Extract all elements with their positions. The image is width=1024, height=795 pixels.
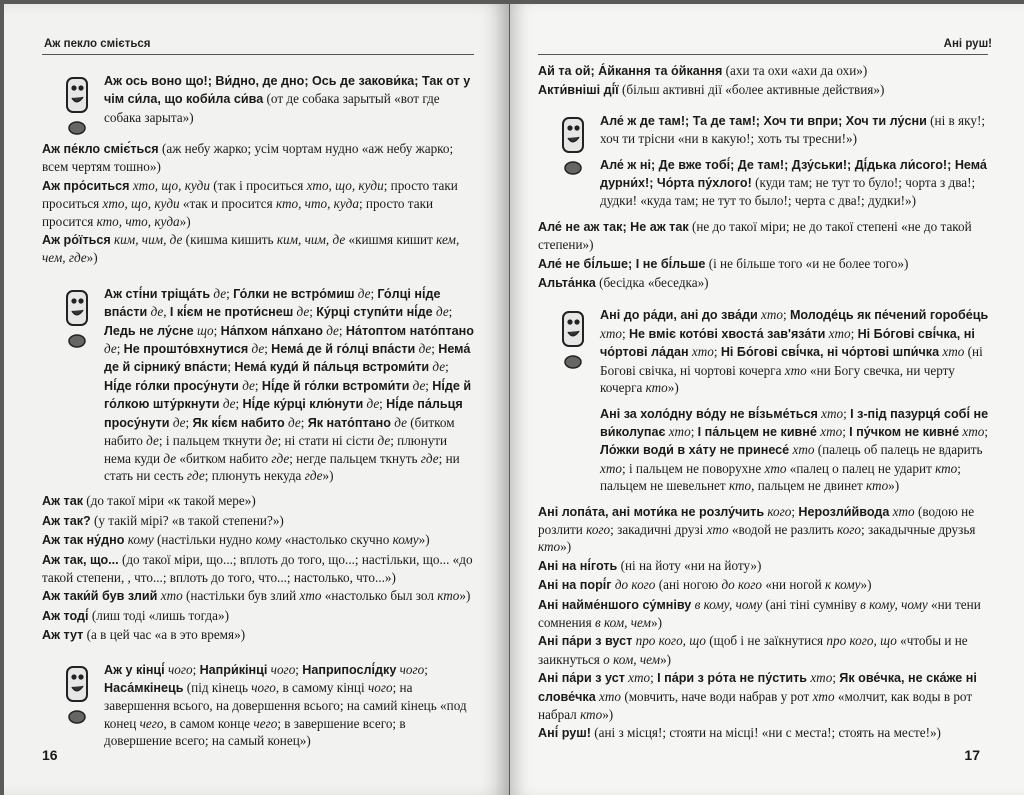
boxed-entry	[42, 72, 476, 132]
entry-text: Аж ро́їться ким, чим, де (кишма кишить ким, чим, де «кишмя кишит кем, чем, где»)	[42, 232, 460, 266]
header-rule	[538, 54, 988, 55]
entry-text: Ані́ руш! (ані з місця!; стояти на місці! «ни с места!; стоять на месте!»)	[538, 725, 941, 741]
entry-text: Аж так, що... (до такої міри, що...; вплоть до того, що...; настільки, що... «до такой степени, , что...; вплоть до того, что...; настолько, что...»)	[42, 551, 473, 585]
entry-text: Акти́вніші ді́ї (більш активні дії «более активные действия»)	[538, 82, 885, 98]
page-number: 16	[42, 747, 58, 763]
mascot-icon	[64, 289, 90, 349]
mascot-icon	[64, 76, 90, 136]
entry-text: Аж ось воно що!; Ви́дно, де дно; Ось де закови́ка; Так от у чім си́ла, що коби́ла си́ва (от де собака зарытый «вот где собака зарыта»)	[104, 74, 471, 125]
entry-text: Але́ не бі́льше; І не бі́льше (і не більше того «и не более того»)	[538, 255, 909, 271]
entry-text: Ані за холо́дну во́ду не ві́зьме́ться хто; І з-під пазурця́ собі́ не ви́колупає хто; І па́льцем не кивне́ хто; І пу́чком не кивне́ хто; Ло́жки води́ в ха́ту не принесе́ хто (палець об палець не вдарить хто; і пальцем не поворухне хто «палец о палец не ударит кто; пальцем не шевельнет кто, пальцем не двинет кто»)	[600, 405, 989, 494]
header-rule	[42, 54, 474, 55]
entry-text: Аж так (до такої міри «к такой мере»)	[42, 493, 256, 509]
left-content	[42, 62, 476, 758]
entry-text: Але́ ж ні; Де вже тобі́; Де там!; Дзу́ськи!; Ді́дька ли́сого!; Нема́ дурни́х!; Чо́рта пу́хлого! (куди там; не тут то було!; чорта з два!; дудки! «куда там; не тут то было!; черта с два!; дудки!»)	[600, 157, 987, 209]
entry-text: Аж пе́кло сміє́ться (аж небу жарко; усім чортам нудно «аж небу жарко; всем чертям тошно»)	[42, 141, 454, 175]
boxed-entry	[538, 306, 993, 494]
right-page	[510, 4, 1024, 795]
entry-text: Ані па́ри з вуст про кого, що (щоб і не заїкнутися про кого, що «чтобы и не заикнуться о ком, чем»)	[538, 633, 968, 667]
entry-text: Ані найме́ншого су́мніву в кому, чому (ані тіні сумніву в кому, чому «ни тени сомнения в ком, чем»)	[538, 596, 981, 630]
entry-text: Але́ ж де там!; Та де там!; Хоч ти впри; Хоч ти лу́сни (ні в яку!; хоч ти трісни «ни в какую!; хоть ты тресни!»)	[600, 112, 985, 147]
running-head: Аж пекло сміється	[44, 38, 151, 50]
boxed-entry	[42, 285, 476, 484]
mascot-icon	[560, 310, 586, 370]
entry-text: Аж сті́ни тріща́ть де; Го́лки не встро́миш де; Го́лці ні́де впа́сти де, І кі́єм не проти́снеш де; Ку́рці ступи́ти ні́де де; Ледь не лу́сне що; На́пхом на́пхано де; На́топтом нато́птано де; Не прошто́вхнутися де; Нема́ де й го́лці впа́сти де; Нема́ де й сірнику́ впа́сти; Нема́ куди́ й па́льця встроми́ти де; Ні́де го́лки просу́нути де; Ні́де й го́лки встроми́ти де; Ні́де й го́лкою шту́ркнути де; Ні́де ку́рці клю́нути де; Ні́де па́льця просу́нути де; Як кі́єм набито де; Як нато́птано де (битком набито де; і пальцем ткнути де; ні стати ні сісти де; плюнути нема куди де «битком набито где; негде пальцем ткнуть где; ни стать ни сесть где; плюнуть некуда где»)	[104, 285, 474, 483]
entry-text: Ані на ні́готь (ні на йоту «ни на йоту»)	[538, 557, 762, 573]
entry-text: Аж тоді́ (лиш тоді «лишь тогда»)	[42, 607, 229, 623]
entry-text: Аж так? (у такій мірі? «в такой степени?»)	[42, 512, 284, 528]
boxed-entry	[538, 112, 993, 210]
entry-text: Аж таки́й був злий хто (настільки був злий хто «настолько был зол кто»)	[42, 588, 471, 604]
entry-text: Ані лопа́та, ані моти́ка не розлу́чить кого; Нерозли́йвода хто (водою не розлити кого; закадичні друзі хто «водой не разлить кого; закадычные друзья кто»)	[538, 503, 976, 555]
mascot-icon	[560, 116, 586, 176]
entry-text: Аж тут (а в цей час «а в это время»)	[42, 627, 246, 643]
mascot-icon	[64, 665, 90, 725]
entry-text: Аж так ну́дно кому (настільки нудно кому «настолько скучно кому»)	[42, 532, 430, 548]
page-number: 17	[964, 747, 980, 763]
entry-text: Альта́нка (бесідка «беседка»)	[538, 275, 709, 291]
entry-text: Ані до ра́ди, ані до зва́ди хто; Молоде́ць як пе́чений горобе́ць хто; Не вміє кото́ві хвоста́ зав'яза́ти хто; Ні Бо́гові сві́чка, ні чо́ртові ла́дан хто; Ні Бо́гові сві́чка, ні чо́ртові шпи́чка хто (ні Богові свічка, ні чортові кочерга хто «ни Богу свечка, ни черту кочерга кто»)	[600, 307, 989, 396]
entry-text: Ані на порі́г до кого (ані ногою до кого «ни ногой к кому»)	[538, 577, 872, 593]
right-content	[538, 62, 993, 744]
running-head: Ані руш!	[943, 38, 992, 50]
boxed-entry	[42, 661, 476, 750]
entry-text: Але́ не аж так; Не аж так (не до такої міри; не до такої степені «не до такой степени»)	[538, 218, 972, 253]
left-page	[4, 4, 509, 795]
entry-text: Ай та ой; А́йкання та о́йкання (ахи та охи «ахи да охи»)	[538, 63, 868, 78]
entry-text: Аж про́ситься хто, що, куди (так і проситься хто, що, куди; просто таки проситься хто, що, куди «так и просится кто, что, куда; просто таки просится кто, что, куда»)	[42, 177, 458, 229]
entry-text: Ані па́ри з уст хто; І па́ри з ро́та не пу́стить хто; Як ове́чка, не ска́же ні слове́чка хто (мовчить, наче води набрав у рот хто «молчит, как воды в рот набрал кто»)	[538, 670, 977, 722]
entry-text: Аж у кінці́ чого; Напри́кінці чого; Наприпослі́дку чого; Наса́мкінець (під кінець чого, в самому кінці чого; на завершення всього, на довершення всього; на самий кінець «под конец чего, в самом конце чего; в завершение всего; в довершение всего; на самый конец»)	[104, 661, 467, 749]
